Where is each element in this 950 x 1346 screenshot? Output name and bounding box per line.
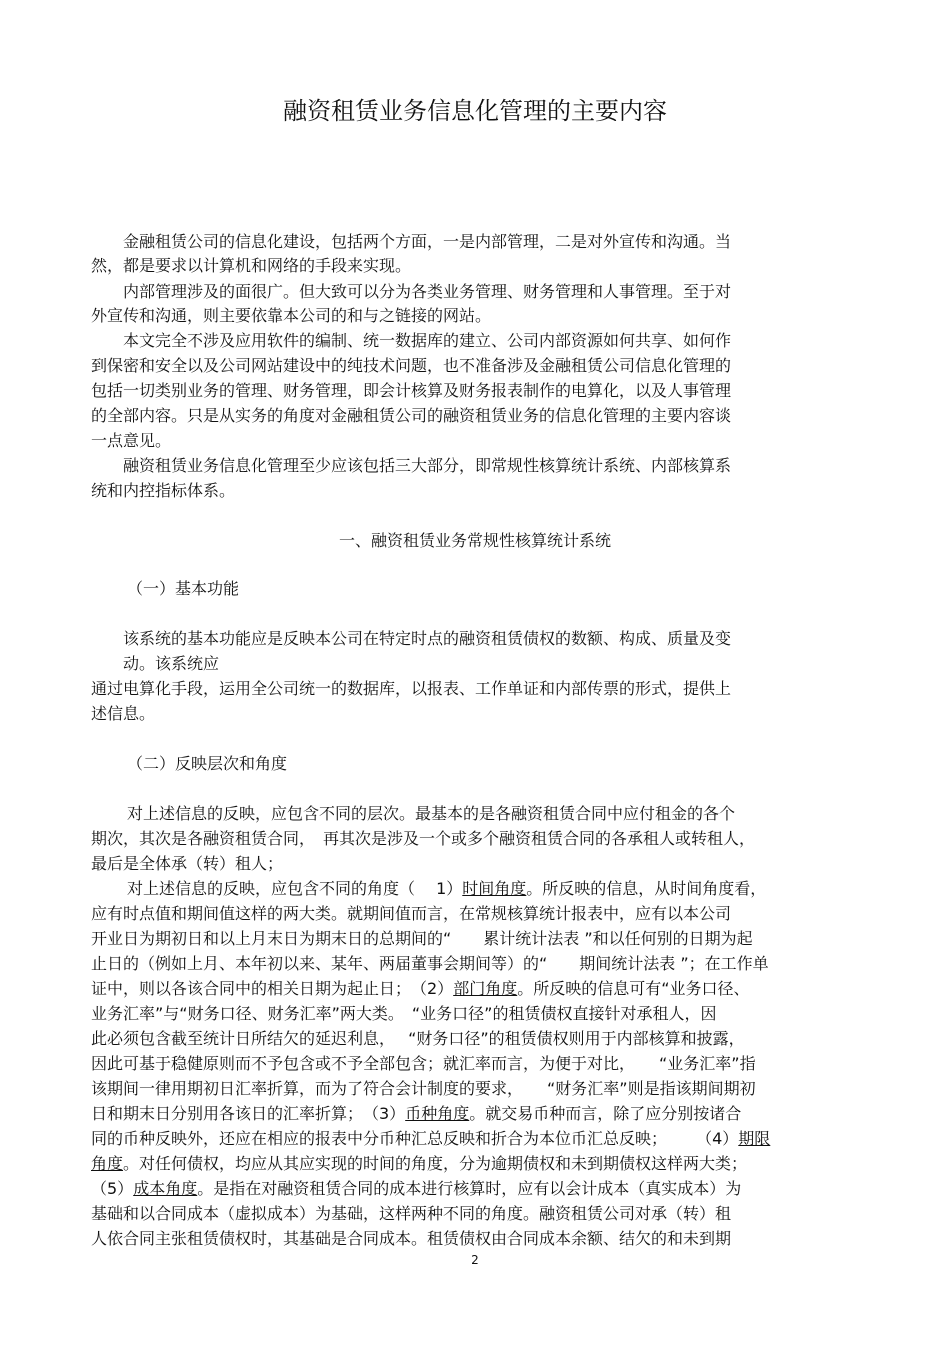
intro-line: 的全部内容。只是从实务的角度对金融租赁公司的融资租赁业务的信息化管理的主要内容谈: [91, 406, 732, 425]
body-line: 业务汇率”与“财务口径、财务汇率”两大类。 “业务口径”的租赁债权直接针对承租人，因: [91, 1004, 717, 1023]
body-line: 通过电算化手段，运用全公司统一的数据库，以报表、工作单证和内部传票的形式，提供上: [91, 679, 732, 698]
underlined-term: 币种角度: [405, 1104, 470, 1123]
underlined-term: 时间角度: [462, 879, 527, 898]
subsection-heading: （一）基本功能: [127, 579, 240, 598]
body-line: [127, 878, 766, 900]
intro-line: 包括一切类别业务的管理、财务管理，即会计核算及财务报表制作的电算化，以及人事管理: [91, 381, 732, 400]
body-line: [91, 1128, 770, 1150]
body-line: 述信息。: [91, 704, 156, 723]
intro-line: 统和内控指标体系。: [91, 481, 236, 500]
intro-line: 本文完全不涉及应用软件的编制、统一数据库的建立、公司内部资源如何共享、如何作: [123, 331, 732, 350]
text-run: 对上述信息的反映，应包含不同的角度（ 1）: [127, 879, 463, 898]
text-run: 。所反映的信息，从时间角度看，: [526, 879, 767, 898]
intro-line: 融资租赁业务信息化管理至少应该包括三大部分，即常规性核算统计系统、内部核算系: [123, 456, 732, 475]
body-line: 开业日为期初日和以上月末日为期末日的总期间的“ 累计统计法表 ”和以任何别的日期为起: [91, 929, 753, 948]
body-line: 止日的（例如上月、本年初以来、某年、两届董事会期间等）的“ 期间统计法表 ”；在工作单: [91, 954, 769, 973]
document-title: 融资租赁业务信息化管理的主要内容: [283, 97, 667, 125]
text-run: 。对任何债权，均应从其应实现的时间的角度，分为逾期债权和未到期债权这样两大类；: [123, 1154, 748, 1173]
text-run: 。是指在对融资租赁合同的成本进行核算时，应有以会计成本（真实成本）为: [197, 1179, 742, 1198]
body-line: [91, 1153, 747, 1175]
body-line: 该系统的基本功能应是反映本公司在特定时点的融资租赁债权的数额、构成、质量及变: [123, 629, 732, 648]
underlined-term: 部门角度: [453, 979, 518, 998]
body-line: [91, 1103, 741, 1125]
body-line: [91, 1178, 741, 1200]
body-line: 期次，其次是各融资租赁合同， 再其次是涉及一个或多个融资租赁合同的各承租人或转租人，: [91, 829, 756, 848]
intro-line: 外宣传和沟通，则主要依靠本公司的和与之链接的网站。: [91, 306, 492, 325]
text-run: 证中，则以各该合同中的相关日期为起止日； （2）: [91, 979, 454, 998]
body-line: 动。该系统应: [123, 654, 220, 673]
body-line: 因此可基于稳健原则而不予包含或不予全部包含；就汇率而言，为便于对比， “业务汇率”指: [91, 1054, 756, 1073]
text-run: 。所反映的信息可有“业务口径、: [517, 979, 750, 998]
underlined-term: 期限: [738, 1129, 771, 1148]
intro-line: 到保密和安全以及公司网站建设中的纯技术问题，也不准备涉及金融租赁公司信息化管理的: [91, 356, 732, 375]
subsection-heading: （二）反映层次和角度: [127, 754, 288, 773]
intro-line: 一点意见。: [91, 431, 172, 450]
text-run: （5）: [91, 1179, 134, 1198]
text-run: 。就交易币种而言，除了应分别按诸合: [469, 1104, 742, 1123]
underlined-term: 成本角度: [133, 1179, 198, 1198]
body-line: 应有时点值和期间值这样的两大类。就期间值而言，在常规核算统计报表中，应有以本公司: [91, 904, 732, 923]
body-line: 基础和以合同成本（虚拟成本）为基础，这样两种不同的角度。融资租赁公司对承（转）租: [91, 1204, 732, 1223]
intro-line: 金融租赁公司的信息化建设，包括两个方面，一是内部管理，二是对外宣传和沟通。当: [123, 232, 732, 251]
text-run: 同的币种反映外，还应在相应的报表中分币种汇总反映和折合为本位币汇总反映； （4）: [91, 1129, 739, 1148]
body-line: [91, 978, 750, 1000]
body-line: 此必须包含截至统计日所结欠的延迟利息， “财务口径”的租赁债权则用于内部核算和披露，: [91, 1029, 745, 1048]
body-line: 该期间一律用期初日汇率折算，而为了符合会计制度的要求， “财务汇率”则是指该期间期初: [91, 1079, 756, 1098]
intro-line: 内部管理涉及的面很广。但大致可以分为各类业务管理、财务管理和人事管理。至于对: [123, 282, 732, 301]
page-number: 2: [471, 1253, 479, 1267]
underlined-term: 角度: [91, 1154, 124, 1173]
text-run: 日和期末日分别用各该日的汇率折算； （3）: [91, 1104, 406, 1123]
body-line: 最后是全体承（转）租人；: [91, 854, 284, 873]
intro-line: 然，都是要求以计算机和网络的手段来实现。: [91, 256, 412, 275]
section-heading: 一、融资租赁业务常规性核算统计系统: [338, 531, 611, 550]
body-line: 对上述信息的反映，应包含不同的层次。最基本的是各融资租赁合同中应付租金的各个: [127, 804, 736, 823]
body-line: 人依合同主张租赁债权时，其基础是合同成本。租赁债权由合同成本余额、结欠的和未到期: [91, 1229, 732, 1248]
